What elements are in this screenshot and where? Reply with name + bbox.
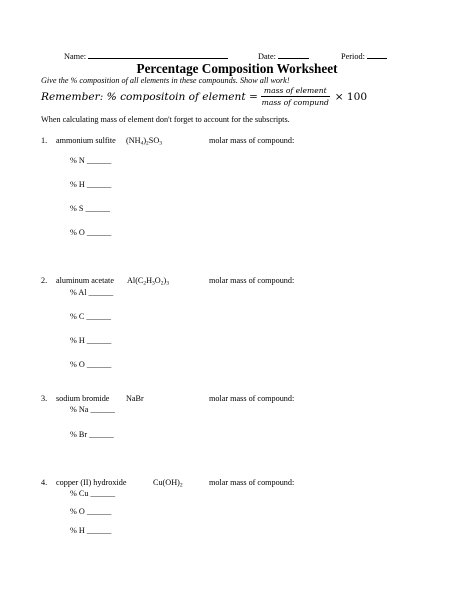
molar-mass-label: molar mass of compound:: [209, 394, 295, 403]
question-number: 1.: [41, 136, 48, 145]
compound-formula: $(NH_4)_2SO_3$: [126, 136, 163, 147]
element-percent: % Na ______: [70, 405, 116, 414]
question-number: 2.: [41, 276, 48, 285]
molar-mass-label: molar mass of compound:: [209, 136, 295, 145]
formula-denominator: mass of compund: [261, 98, 329, 107]
formula-fraction: [261, 86, 330, 107]
element-percent: % Br ______: [70, 430, 114, 439]
formula-lead: Remember: % compositoin of element =: [41, 90, 258, 103]
compound-formula: $Al(C_2H_3O_2)_3$: [127, 276, 169, 287]
formula-multiplier: × 100: [334, 90, 368, 103]
element-percent: % S ______: [70, 204, 111, 213]
compound-name: copper (II) hydroxide: [56, 478, 127, 487]
formula-numerator: mass of element: [261, 86, 330, 97]
question-number: 3.: [41, 394, 48, 403]
subscript-note: When calculating mass of element don't forget to account for the subscripts.: [41, 115, 290, 124]
element-percent: % Al ______: [70, 288, 114, 297]
compound-name: sodium bromide: [56, 394, 110, 403]
element-percent: % Cu ______: [70, 489, 116, 498]
compound-formula: NaBr: [126, 394, 144, 403]
page-title: Percentage Composition Worksheet: [136, 61, 338, 76]
element-percent: % O ______: [70, 228, 112, 237]
name-blank: [88, 50, 228, 59]
element-percent: % H ______: [70, 526, 112, 535]
name-field: [64, 50, 228, 61]
element-percent: % H ______: [70, 180, 112, 189]
molar-mass-label: molar mass of compound:: [209, 276, 295, 285]
instructions: Give the % composition of all elements in these compounds. Show all work!: [41, 76, 290, 85]
compound-formula: $Cu(OH)_2$: [153, 478, 183, 489]
period-field: [341, 50, 387, 61]
element-percent: % C ______: [70, 312, 111, 321]
formula-reminder: [41, 86, 367, 107]
element-percent: % N ______: [70, 156, 112, 165]
element-percent: % O ______: [70, 360, 112, 369]
question-number: 4.: [41, 478, 48, 487]
element-percent: % H ______: [70, 336, 112, 345]
date-label: Date:: [258, 52, 276, 61]
period-blank: [367, 50, 387, 59]
element-percent: % O ______: [70, 507, 112, 516]
date-blank: [278, 50, 309, 59]
compound-name: aluminum acetate: [56, 276, 114, 285]
molar-mass-label: molar mass of compound:: [209, 478, 295, 487]
name-label: Name:: [64, 52, 87, 61]
period-label: Period:: [341, 52, 365, 61]
date-field: [258, 50, 309, 61]
compound-name: ammonium sulfite: [56, 136, 116, 145]
